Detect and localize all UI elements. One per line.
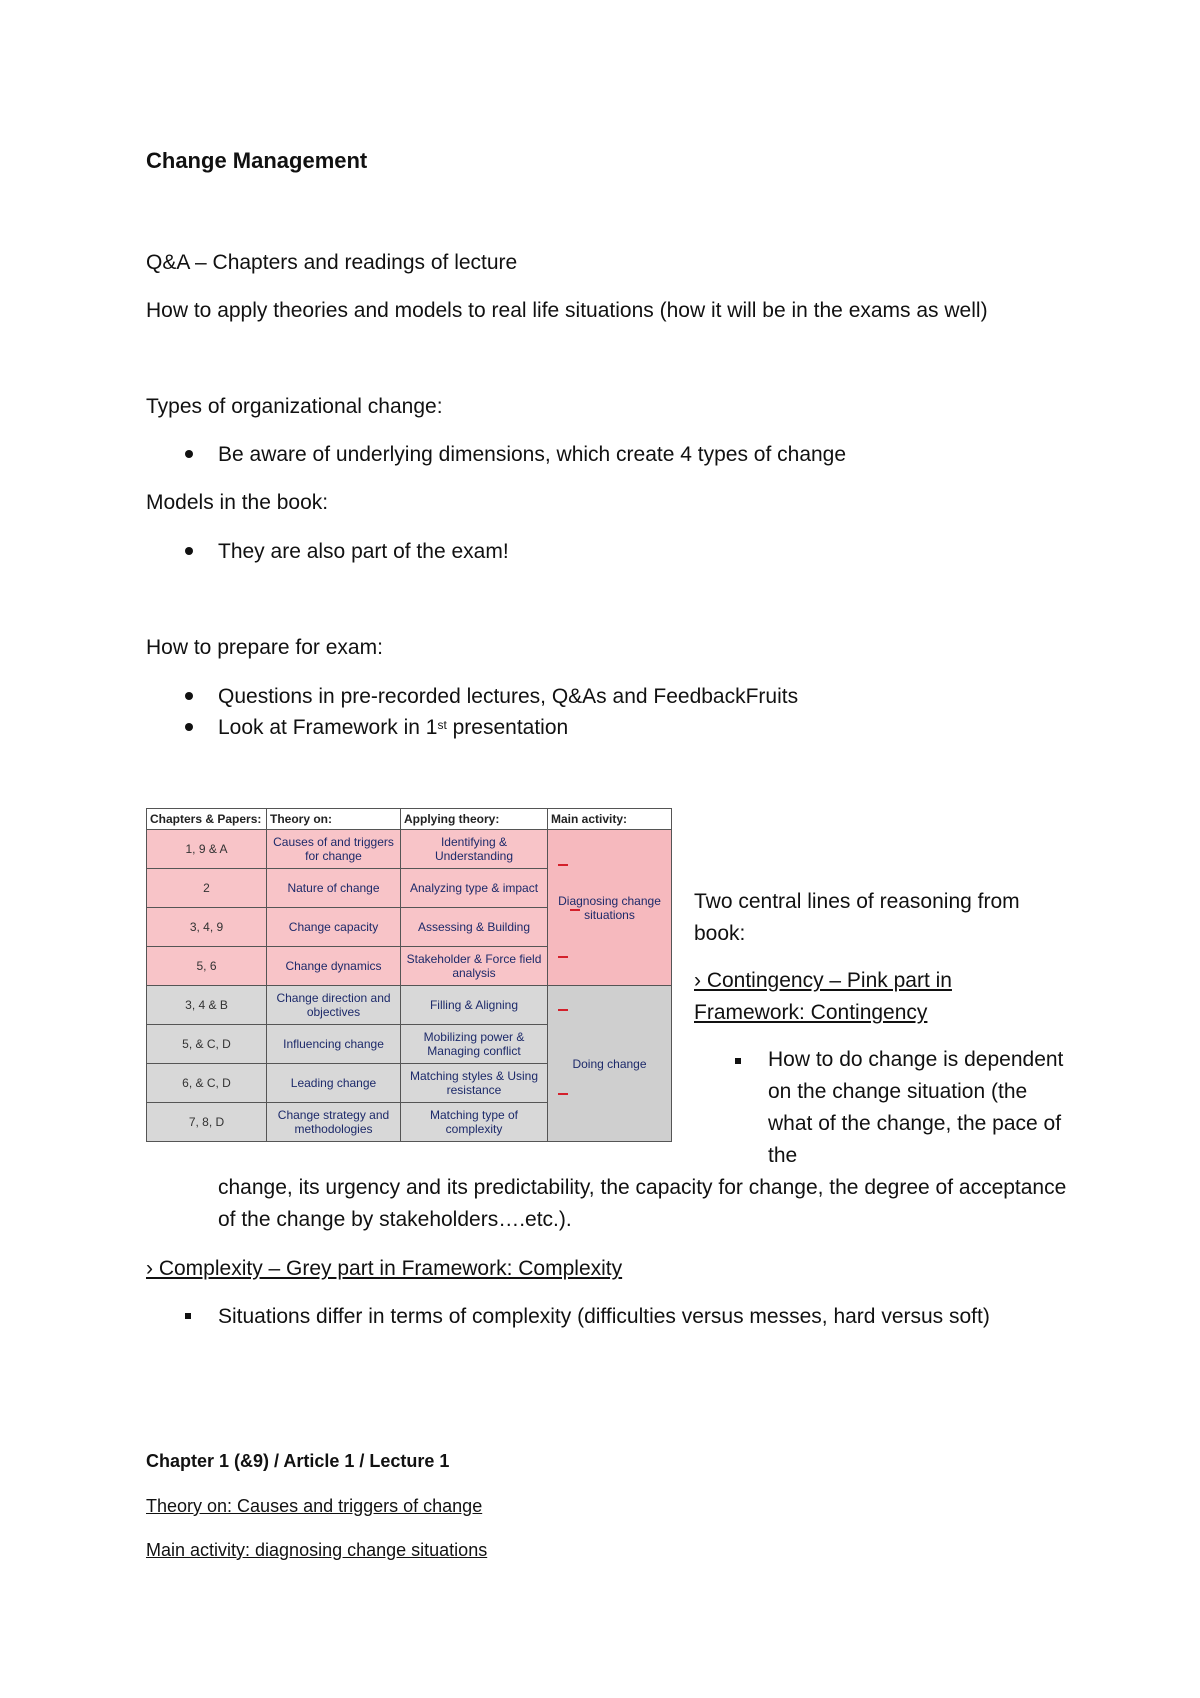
header-chapters: Chapters & Papers: bbox=[147, 809, 267, 830]
square-bullet-icon bbox=[735, 1058, 741, 1064]
chapter-activity[interactable]: Main activity: diagnosing change situations bbox=[146, 1540, 488, 1560]
types-bullet: Be aware of underlying dimensions, which create 4 types of change bbox=[218, 443, 847, 466]
prepare-bullet-2: Look at Framework in 1st presentation bbox=[218, 716, 569, 739]
lines-intro: Two central lines of reasoning from book: bbox=[694, 890, 1020, 945]
arrow-marker-icon bbox=[558, 956, 568, 958]
table-row: 7, 8, D Change strategy and methodologies Matching type of complexity bbox=[147, 1103, 672, 1142]
header-theory: Theory on: bbox=[267, 809, 401, 830]
table-row: 6, & C, D Leading change Matching styles & Using resistance bbox=[147, 1064, 672, 1103]
chapter-theory[interactable]: Theory on: Causes and triggers of change bbox=[146, 1496, 483, 1516]
arrow-marker-icon bbox=[558, 1009, 568, 1011]
activity-doing: Doing change bbox=[548, 986, 672, 1142]
bullet-dot-icon bbox=[185, 450, 193, 458]
bullet-dot-icon bbox=[185, 692, 193, 700]
square-bullet-icon bbox=[185, 1313, 191, 1319]
arrow-marker-icon bbox=[570, 909, 580, 911]
qa-line: Q&A – Chapters and readings of lecture bbox=[146, 251, 518, 274]
header-activity: Main activity: bbox=[548, 809, 672, 830]
header-applying: Applying theory: bbox=[401, 809, 548, 830]
chapter-heading: Chapter 1 (&9) / Article 1 / Lecture 1 bbox=[146, 1451, 450, 1471]
framework-table bbox=[146, 808, 671, 1144]
table-row: 5, & C, D Influencing change Mobilizing power & Managing conflict bbox=[147, 1025, 672, 1064]
table-row: 3, 4 & B Change direction and objectives Filling & Aligning Doing change bbox=[147, 986, 672, 1025]
apply-line: How to apply theories and models to real life situations (how it will be in the exams as well) bbox=[146, 299, 988, 322]
complexity-link[interactable]: › Complexity – Grey part in Framework: Complexity bbox=[146, 1257, 623, 1280]
contingency-bullet: How to do change is dependent on the change situation (the what of the change, the pace of the bbox=[768, 1048, 1064, 1167]
types-heading: Types of organizational change: bbox=[146, 395, 443, 418]
bullet-dot-icon bbox=[185, 723, 193, 731]
table-row: 2 Nature of change Analyzing type & impact bbox=[147, 869, 672, 908]
activity-diagnosing: Diagnosing change situations bbox=[548, 830, 672, 986]
table-row: 3, 4, 9 Change capacity Assessing & Building bbox=[147, 908, 672, 947]
table-row: 5, 6 Change dynamics Stakeholder & Force field analysis bbox=[147, 947, 672, 986]
models-bullet: They are also part of the exam! bbox=[218, 540, 509, 563]
arrow-marker-icon bbox=[558, 864, 568, 866]
contingency-link[interactable]: › Contingency – Pink part in Framework: Contingency bbox=[694, 969, 952, 1024]
complexity-bullet: Situations differ in terms of complexity (difficulties versus messes, hard versus soft) bbox=[218, 1305, 990, 1328]
page-title: Change Management bbox=[146, 148, 368, 173]
prepare-heading: How to prepare for exam: bbox=[146, 636, 383, 659]
arrow-marker-icon bbox=[558, 1093, 568, 1095]
contingency-cont: change, its urgency and its predictability, the capacity for change, the degree of acceptance of the change by stakeholders….etc.). bbox=[218, 1176, 1067, 1231]
models-heading: Models in the book: bbox=[146, 491, 329, 514]
prepare-bullet-1: Questions in pre-recorded lectures, Q&As and FeedbackFruits bbox=[218, 685, 799, 708]
table-row: 1, 9 & A Causes of and triggers for change Identifying & Understanding Diagnosing change situations bbox=[147, 830, 672, 869]
bullet-dot-icon bbox=[185, 547, 193, 555]
